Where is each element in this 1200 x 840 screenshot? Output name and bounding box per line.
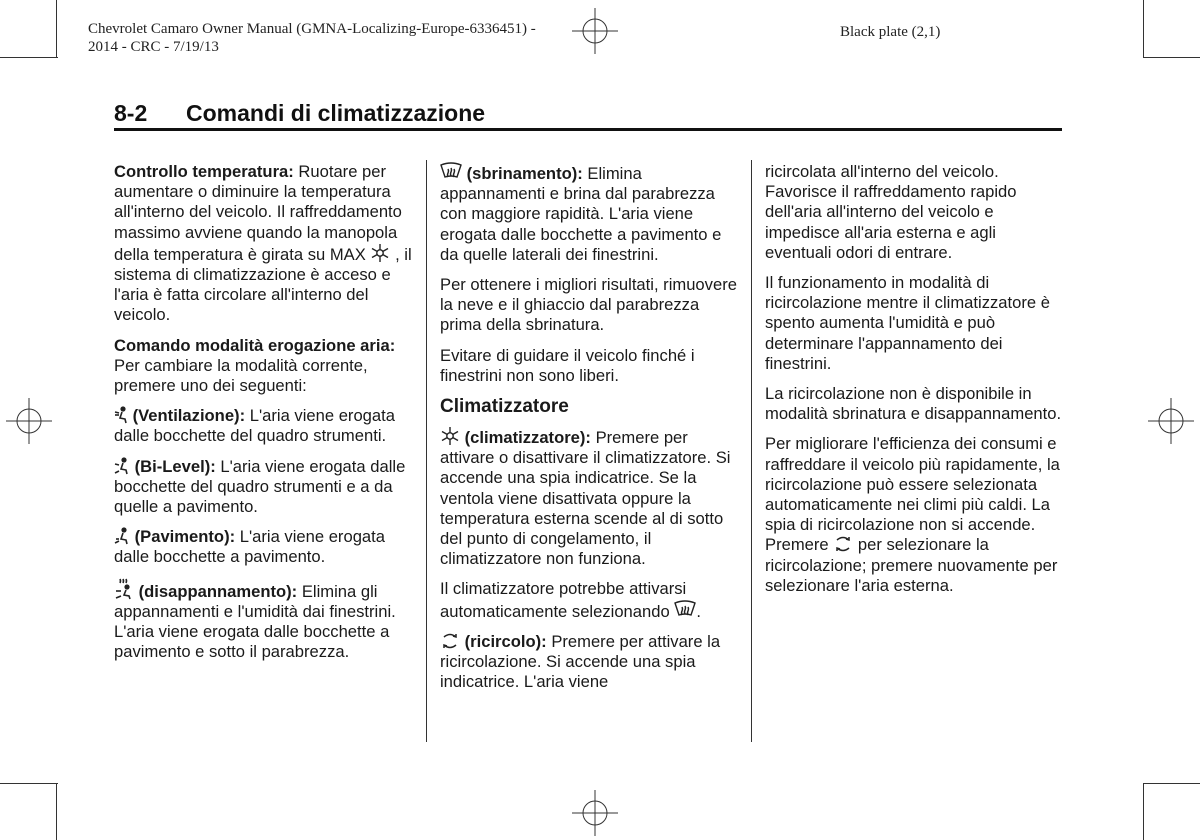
paragraph <box>440 579 740 621</box>
registration-mark-icon <box>572 790 618 836</box>
column-divider <box>426 160 427 742</box>
registration-mark-icon <box>1148 398 1194 444</box>
paragraph-text: Il climatizzatore potrebbe attivarsi automaticamente selezionando <box>440 579 687 621</box>
paragraph-text: L'aria viene erogata dalle bocchette del quadro strumenti. <box>114 406 395 446</box>
section-number: 8-2 <box>114 100 148 126</box>
paragraph: Per ottenere i migliori risultati, rimuovere la neve e il ghiaccio dal parabrezza prima della sbrinatura. <box>440 275 737 335</box>
term-label: (Bi-Level): <box>134 456 216 476</box>
crop-mark <box>1143 0 1144 58</box>
subsection-heading: Climatizzatore <box>440 396 569 418</box>
term-label: (Ventilazione): <box>132 406 246 426</box>
crop-mark <box>56 0 57 58</box>
floor-icon <box>114 527 130 545</box>
paragraph <box>440 632 740 693</box>
paragraph-text: per selezionare la ricircolazione; premere nuovamente per selezionare l'aria esterna. <box>765 535 1058 595</box>
registration-mark-icon <box>6 398 52 444</box>
title-rule <box>114 128 1062 131</box>
recirculation-icon <box>833 535 853 553</box>
snowflake-icon <box>370 243 390 263</box>
crop-mark <box>0 783 58 784</box>
crop-mark <box>1143 783 1200 784</box>
bilevel-icon <box>114 457 130 475</box>
paragraph <box>114 406 414 446</box>
header-line-2: 2014 - CRC - 7/19/13 <box>88 39 219 55</box>
column-2 <box>440 162 740 702</box>
paragraph: Evitare di guidare il veicolo finché i finestrini non sono liberi. <box>440 345 695 385</box>
paragraph-text: Elimina gli appannamenti e l'umidità dai finestrini. L'aria viene erogata dalle bocchette a pavimento e sotto il parabrezza. <box>114 581 396 662</box>
paragraph-text: Per migliorare l'efficienza dei consumi e raffreddare il veicolo più rapidamente, la ricircolazione può essere selezionata automaticamente nei climi più caldi. La spia di ricircolazione non si accende. Premere <box>765 434 1060 555</box>
paragraph <box>114 162 414 326</box>
paragraph-text: Premere per attivare o disattivare il climatizzatore. Si accende una spia indicatrice. Se la ventola viene disattivata oppure la temperatura esterna scende al di sotto del punto di congelamento, il climatizzatore non funziona. <box>440 428 731 569</box>
crop-mark <box>1143 783 1144 840</box>
column-3 <box>765 162 1065 606</box>
paragraph <box>114 527 414 567</box>
column-divider <box>751 160 752 742</box>
term-label: Comando modalità erogazione aria: <box>114 335 396 355</box>
paragraph-text: Premere per attivare la ricircolazione. Si accende una spia indicatrice. L'aria viene <box>440 631 721 692</box>
term-label: (disappannamento): <box>138 581 298 601</box>
paragraph <box>765 434 1065 596</box>
paragraph-text: Ruotare per aumentare o diminuire la temperatura all'interno del veicolo. Il raffreddamento massimo avviene quando la manopola della <box>114 162 402 264</box>
paragraph <box>440 426 740 569</box>
paragraph-text: temperatura è girata su MAX <box>153 244 366 264</box>
paragraph-text: L'aria viene erogata dalle bocchette del quadro strumenti e a da quelle a pavimento. <box>114 456 406 517</box>
paragraph <box>114 336 414 397</box>
paragraph-text: Per cambiare la modalità corrente, premere uno dei seguenti: <box>114 355 368 396</box>
term-label: (sbrinamento): <box>466 164 583 183</box>
paragraph: ricircolata all'interno del veicolo. Favorisce il raffreddamento rapido dell'aria all'interno del veicolo e impedisce all'aria esterna e agli eventuali odori di entrare. <box>765 162 1017 262</box>
paragraph <box>114 457 414 518</box>
term-label: (Pavimento): <box>134 527 236 547</box>
defog-icon <box>114 578 134 600</box>
vent-icon <box>114 406 128 424</box>
defrost-icon <box>674 600 696 620</box>
crop-mark <box>1143 57 1200 58</box>
recirculation-icon <box>440 632 460 650</box>
term-label: (climatizzatore): <box>464 428 591 448</box>
paragraph: Il funzionamento in modalità di ricircolazione mentre il climatizzatore è spento aumenta l'umidità e può determinare l'appannamento dei finestrini. <box>765 273 1050 373</box>
crop-mark <box>56 783 57 840</box>
paragraph-text: L'aria viene erogata dalle bocchette a pavimento. <box>114 527 385 567</box>
paragraph-text: , il sistema di climatizzazione è acceso e l'aria è fatta circolare all'interno del veicolo. <box>114 244 412 325</box>
snowflake-icon <box>440 426 460 446</box>
page-title <box>114 100 485 127</box>
paragraph: La ricircolazione non è disponibile in modalità sbrinatura e disappannamento. <box>765 384 1062 424</box>
column-1 <box>114 162 414 672</box>
paragraph-text: . <box>696 601 701 621</box>
term-label: (ricircolo): <box>464 631 547 651</box>
term-label: Controllo temperatura: <box>114 162 294 181</box>
plate-label: Black plate (2,1) <box>840 24 941 40</box>
print-header <box>88 20 536 56</box>
paragraph-text: Elimina appannamenti e brina dal parabrezza con maggiore rapidità. L'aria viene erogata dalle bocchette a pavimento e da quelle laterali dei finestrini. <box>440 164 722 264</box>
defrost-icon <box>440 162 462 182</box>
registration-mark-icon <box>572 8 618 54</box>
paragraph <box>114 578 414 663</box>
crop-mark <box>0 57 58 58</box>
section-title: Comandi di climatizzazione <box>186 100 486 126</box>
paragraph <box>440 162 740 265</box>
header-line-1: Chevrolet Camaro Owner Manual (GMNA-Localizing-Europe-6336451) - <box>88 21 536 37</box>
